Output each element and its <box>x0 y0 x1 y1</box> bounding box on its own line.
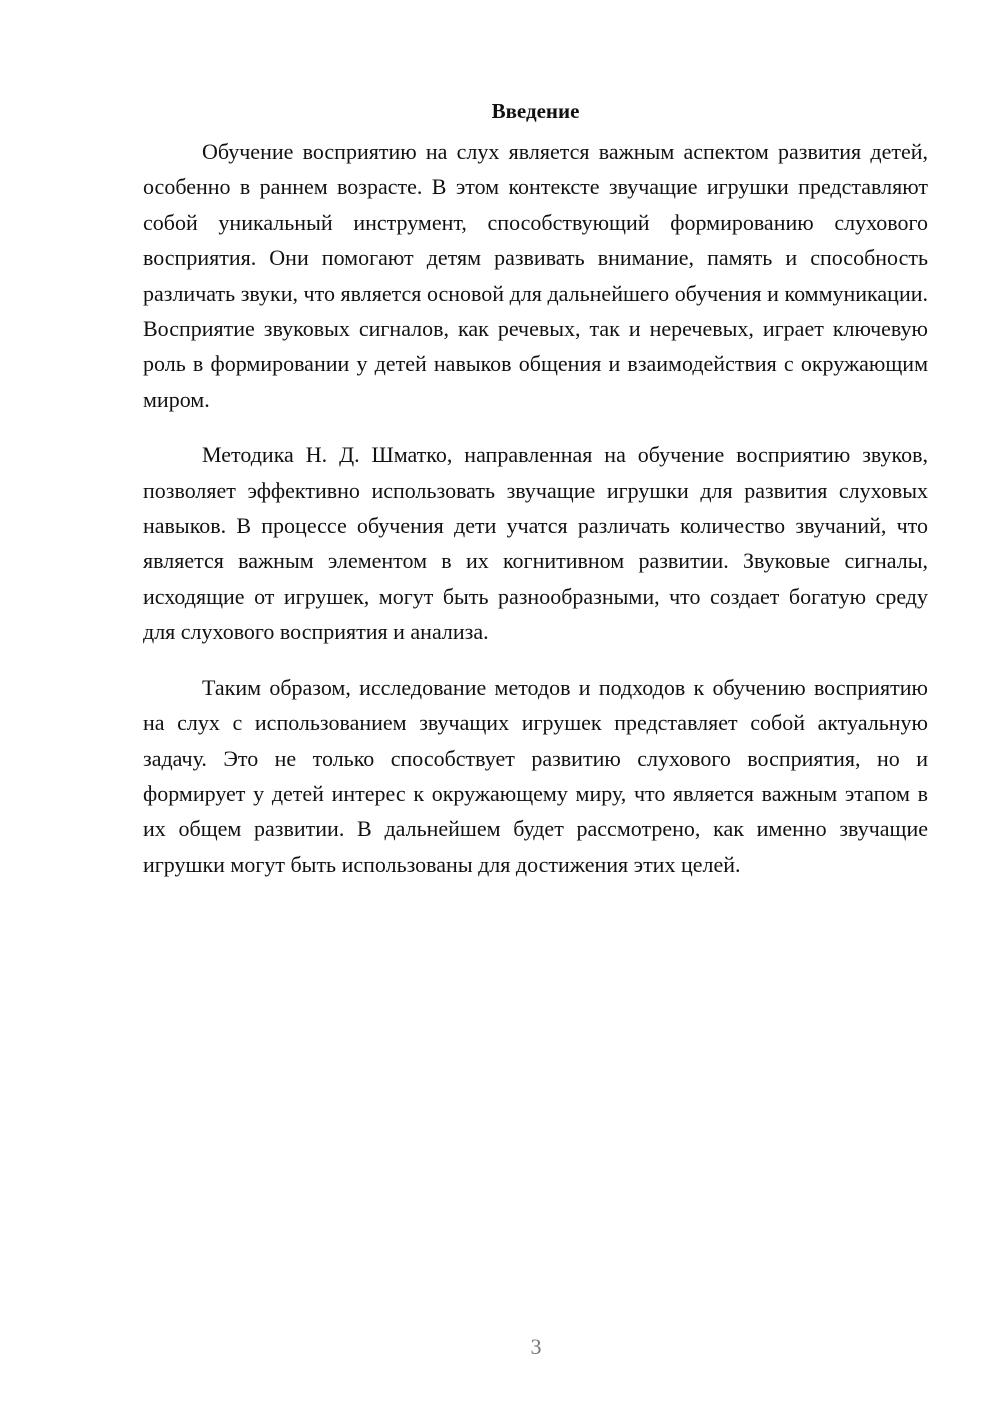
paragraph-1: Обучение восприятию на слух является важным аспектом развития детей, особенно в раннем возрасте. В этом контексте звучащие игрушки представляют собой уникальный инструмент, способствующий формированию слухового восприятия. Они помогают детям развивать внимание, память и способность различать звуки, что является основой для дальнейшего обучения и коммуникации. Восприятие звуковых сигналов, как речевых, так и неречевых, играет ключевую роль в формировании у детей навыков общения и взаимодействия с окружающим миром. <box>143 139 928 412</box>
paragraph-3: Таким образом, исследование методов и подходов к обучению восприятию на слух с использованием звучащих игрушек представляет собой актуальную задачу. Это не только способствует развитию слухового восприятия, но и формирует у детей интерес к окружающему миру, что является важным этапом в их общем развитии. В дальнейшем будет рассмотрено, как именно звучащие игрушки могут быть использованы для достижения этих целей. <box>143 674 928 877</box>
section-heading: Введение <box>491 99 580 123</box>
page-content <box>143 96 928 882</box>
paragraph-2: Методика Н. Д. Шматко, направленная на обучение восприятию звуков, позволяет эффективно использовать звучащие игрушки для развития слуховых навыков. В процессе обучения дети учатся различать количество звучаний, что является важным элементом в их когнитивном развитии. Звуковые сигналы, исходящие от игрушек, могут быть разнообразными, что создает богатую среду для слухового восприятия и анализа. <box>143 442 928 645</box>
page-number: 3 <box>530 1334 542 1359</box>
